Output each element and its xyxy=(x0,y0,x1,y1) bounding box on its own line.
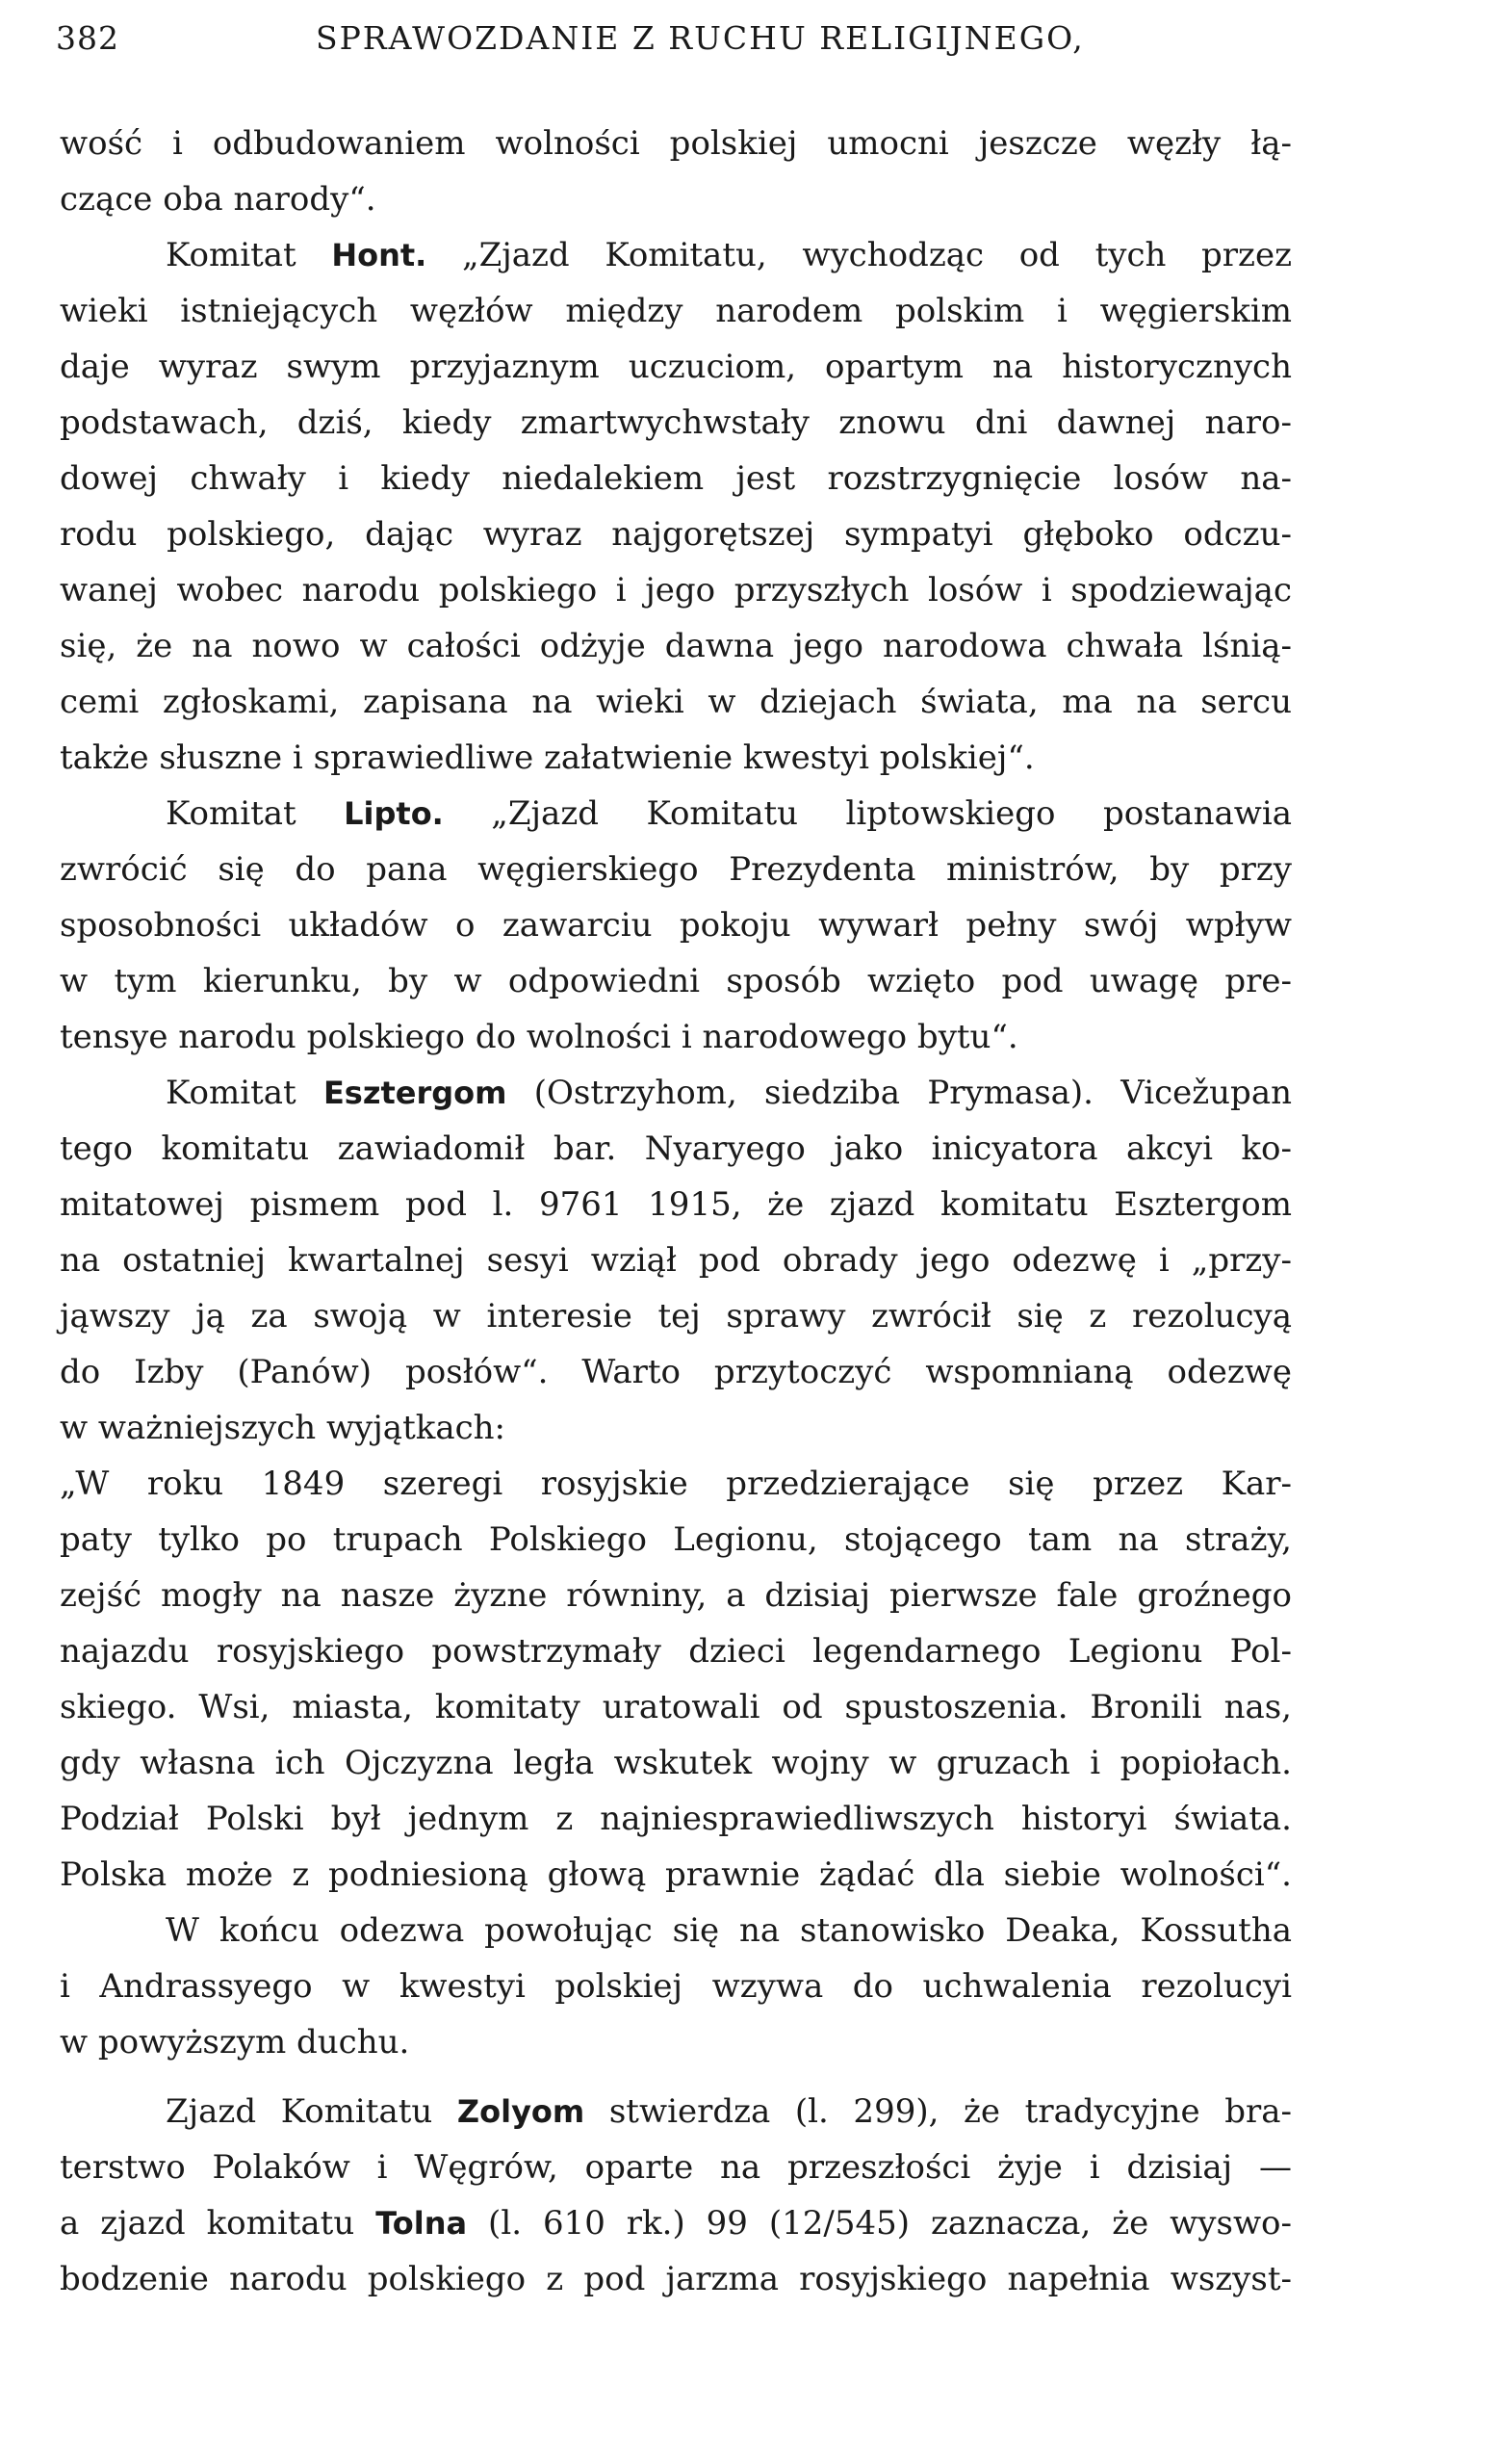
quote-line: najazdu rosyjskiego powstrzymały dzieci legendarnego Legionu Pol- xyxy=(60,1632,1292,1671)
text-line: daje wyraz swym przyjaznym uczuciom, opartym na historycznych xyxy=(60,348,1292,386)
county-name-hont: Hont. xyxy=(331,237,427,273)
quote-line: zejść mogły na nasze żyzne równiny, a dzisiaj pierwsze fale groźnego xyxy=(60,1576,1292,1615)
text-line: Zjazd Komitatu Zolyom stwierdza (l. 299), że tradycyjne bra- xyxy=(166,2092,1293,2131)
text-line: tego komitatu zawiadomił bar. Nyaryego jako inicyatora akcyi ko- xyxy=(60,1129,1292,1168)
text-line: bodzenie narodu polskiego z pod jarzma rosyjskiego napełnia wszyst- xyxy=(60,2260,1292,2298)
text-line: W końcu odezwa powołując się na stanowisko Deaka, Kossutha xyxy=(166,1911,1292,1950)
text-line: Komitat Esztergom (Ostrzyhom, siedziba Prymasa). Vicežupan xyxy=(166,1074,1292,1112)
text-line: zwrócić się do pana węgierskiego Prezydenta ministrów, by przy xyxy=(60,850,1292,889)
quote-line: gdy własna ich Ojczyzna legła wskutek wojny w gruzach i popiołach. xyxy=(60,1744,1292,1782)
text-line: Komitat Lipto. „Zjazd Komitatu liptowskiego postanawia xyxy=(166,794,1292,833)
page-header xyxy=(56,19,1307,67)
text-line: wanej wobec narodu polskiego i jego przyszłych losów i spodziewając xyxy=(60,571,1292,610)
text-line: a zjazd komitatu Tolna (l. 610 rk.) 99 (12/545) zaznacza, że wyswo- xyxy=(60,2204,1293,2243)
county-name-esztergom: Esztergom xyxy=(322,1075,507,1111)
text-line: w tym kierunku, by w odpowiedni sposób wzięto pod uwagę pre- xyxy=(60,962,1292,1000)
quote-line: skiego. Wsi, miasta, komitaty uratowali od spustoszenia. Bronili nas, xyxy=(60,1688,1292,1726)
text-line: podstawach, dziś, kiedy zmartwychwstały znowu dni dawnej naro- xyxy=(60,403,1292,442)
text-line: także słuszne i sprawiedliwe załatwienie kwestyi polskiej“. xyxy=(60,739,1035,777)
text-line: Komitat Hont. „Zjazd Komitatu, wychodząc od tych przez xyxy=(166,236,1292,274)
quote-line: Polska może z podniesioną głową prawnie żądać dla siebie wolności“. xyxy=(60,1855,1292,1894)
text-line: czące oba narody“. xyxy=(60,180,376,219)
text-line: dowej chwały i kiedy niedalekiem jest rozstrzygnięcie losów na- xyxy=(60,459,1292,498)
text-line: do Izby (Panów) posłów“. Warto przytoczyć wspomnianą odezwę xyxy=(60,1353,1292,1391)
text-line: się, że na nowo w całości odżyje dawna jego narodowa chwała lśnią- xyxy=(60,627,1292,665)
text-line: mitatowej pismem pod l. 9761 1915, że zjazd komitatu Esztergom xyxy=(60,1185,1292,1224)
page-number: 382 xyxy=(56,19,119,57)
quote-line: paty tylko po trupach Polskiego Legionu, stojącego tam na straży, xyxy=(60,1520,1292,1559)
text-line: wieki istniejących węzłów między narodem polskim i węgierskim xyxy=(60,292,1292,330)
county-name-zolyom: Zolyom xyxy=(456,2093,585,2130)
text-line: sposobności układów o zawarciu pokoju wywarł pełny swój wpływ xyxy=(60,906,1292,945)
text-line: i Andrassyego w kwestyi polskiej wzywa do uchwalenia rezolucyi xyxy=(60,1967,1292,2006)
county-name-lipto: Lipto. xyxy=(344,795,444,832)
quote-line: Podział Polski był jednym z najniesprawiedliwszych historyi świata. xyxy=(60,1800,1292,1838)
quote-line: „W roku 1849 szeregi rosyjskie przedzierające się przez Kar- xyxy=(60,1465,1292,1503)
text-line: w ważniejszych wyjątkach: xyxy=(60,1409,506,1447)
text-line: wość i odbudowaniem wolności polskiej umocni jeszcze węzły łą- xyxy=(60,124,1292,163)
text-line: cemi zgłoskami, zapisana na wieki w dziejach świata, ma na sercu xyxy=(60,683,1292,721)
text-line: na ostatniej kwartalnej sesyi wziął pod obrady jego odezwę i „przy- xyxy=(60,1241,1292,1280)
text-line: tensye narodu polskiego do wolności i narodowego bytu“. xyxy=(60,1018,1018,1056)
body-text xyxy=(60,116,1292,2307)
county-name-tolna: Tolna xyxy=(375,2205,468,2242)
running-title: SPRAWOZDANIE Z RUCHU RELIGIJNEGO, xyxy=(316,19,1085,57)
text-line: terstwo Polaków i Węgrów, oparte na przeszłości żyje i dzisiaj — xyxy=(60,2148,1292,2187)
text-line: jąwszy ją za swoją w interesie tej sprawy zwrócił się z rezolucyą xyxy=(60,1297,1292,1336)
text-line: w powyższym duchu. xyxy=(60,2023,410,2062)
text-line: rodu polskiego, dając wyraz najgorętszej sympatyi głęboko odczu- xyxy=(60,515,1292,554)
